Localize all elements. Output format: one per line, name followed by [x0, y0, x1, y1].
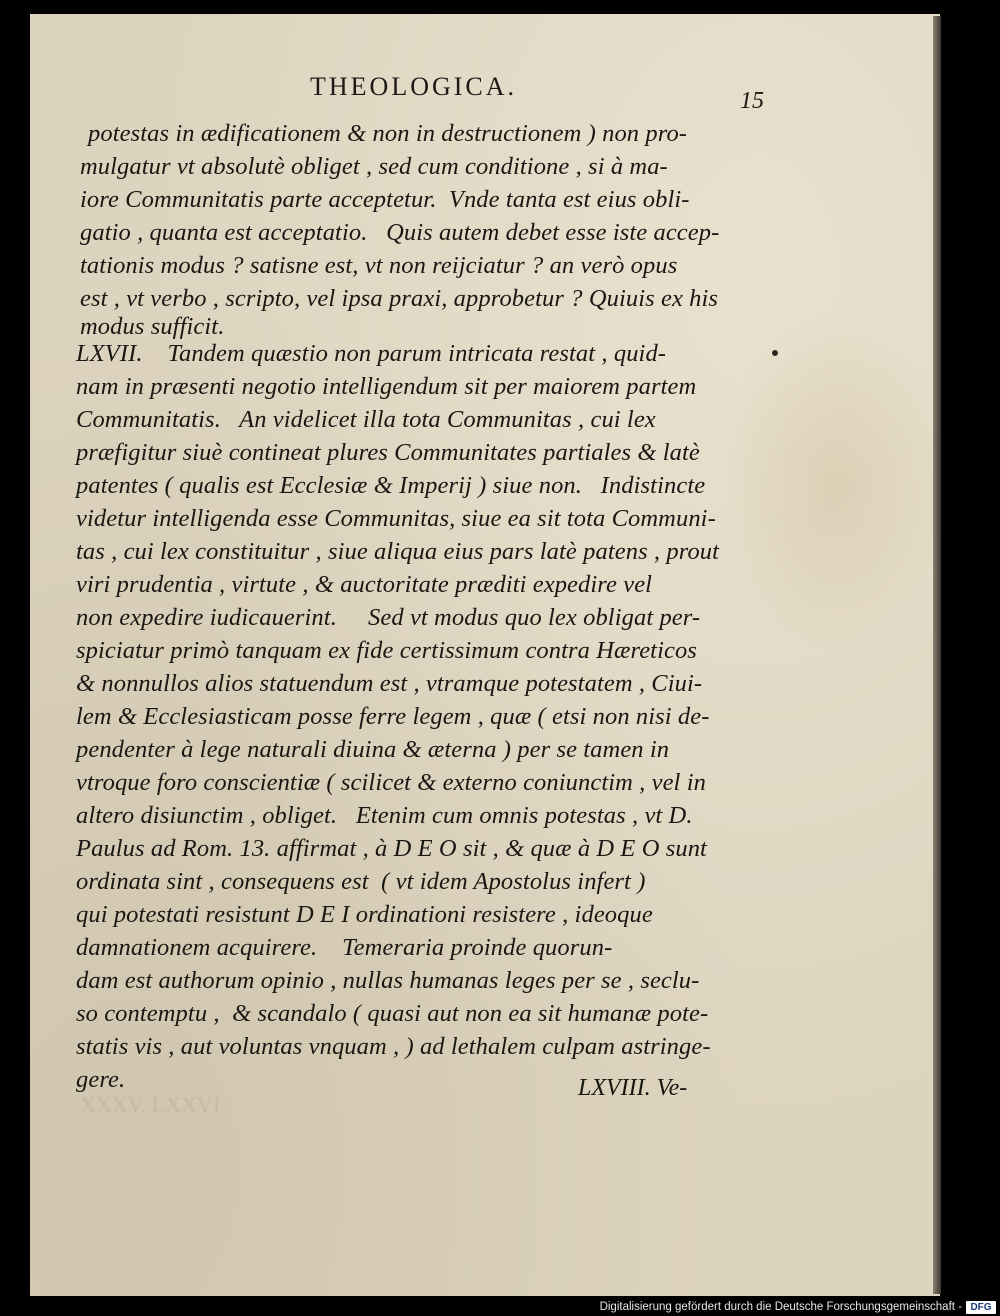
text-line: altero disiunctim , obliget. Etenim cum omnis potestas , vt D. — [76, 802, 693, 829]
text-line: patentes ( qualis est Ecclesiæ & Imperij ) siue non. Indistincte — [76, 472, 706, 499]
text-line: iore Communitatis parte acceptetur. Vnde tanta est eius obli- — [80, 186, 690, 213]
text-line: Communitatis. An videlicet illa tota Communitas , cui lex — [76, 406, 656, 433]
text-line: Paulus ad Rom. 13. affirmat , à D E O sit , & quæ à D E O sunt — [76, 835, 707, 862]
dfg-logo-icon: DFG — [966, 1301, 996, 1314]
text-line: statis vis , aut voluntas vnquam , ) ad lethalem culpam astringe- — [76, 1033, 711, 1060]
text-line: modus sufficit. — [80, 313, 225, 340]
text-line: qui potestati resistunt D E I ordinationi resistere , ideoque — [76, 901, 653, 928]
text-line: viri prudentia , virtute , & auctoritate præditi expedire vel — [76, 571, 653, 598]
text-line: potestas in ædificationem & non in destructionem ) non pro- — [88, 120, 688, 147]
text-line: gere. — [76, 1066, 126, 1093]
text-line: vtroque foro conscientiæ ( scilicet & externo coniunctim , vel in — [76, 769, 706, 796]
text-line: præfigitur siuè contineat plures Communitates partiales & latè — [76, 439, 700, 466]
text-line: est , vt verbo , scripto, vel ipsa praxi, approbetur ? Quiuis ex his — [80, 285, 719, 312]
text-line: nam in præsenti negotio intelligendum sit per maiorem partem — [76, 373, 697, 400]
digitization-footer — [600, 1298, 996, 1316]
page-edge-shadow — [933, 16, 941, 1294]
text-line: pendenter à lege naturali diuina & æterna ) per se tamen in — [76, 736, 670, 763]
footer-credit: Digitalisierung gefördert durch die Deutsche Forschungsgemeinschaft - — [599, 1301, 962, 1313]
text-line: damnationem acquirere. Temeraria proinde quorun- — [76, 934, 613, 961]
text-line: dam est authorum opinio , nullas humanas leges per se , seclu- — [76, 967, 700, 994]
text-line: & nonnullos alios statuendum est , vtramque potestatem , Ciui- — [76, 670, 703, 697]
catchword: LXVIII. Ve- — [578, 1075, 688, 1101]
text-line: mulgatur vt absolutè obliget , sed cum conditione , si à ma- — [80, 153, 668, 180]
paper-stain — [720, 314, 950, 654]
text-line: lem & Ecclesiasticam posse ferre legem , quæ ( etsi non nisi de- — [76, 703, 710, 730]
text-line: LXVII. Tandem quæstio non parum intricata restat , quid- — [76, 340, 667, 367]
text-line: ordinata sint , consequens est ( vt idem Apostolus infert ) — [76, 868, 646, 895]
text-line: videtur intelligenda esse Communitas, siue ea sit tota Communi- — [76, 505, 716, 532]
text-line: spiciatur primò tanquam ex fide certissimum contra Hæreticos — [76, 637, 697, 664]
text-line: tationis modus ? satisne est, vt non reijciatur ? an verò opus — [80, 252, 678, 279]
bleed-through-text: XXXV. LXXVI — [80, 1092, 221, 1117]
ink-dot — [772, 350, 778, 356]
running-head: THEOLOGICA. — [310, 72, 518, 101]
page-number: 15 — [740, 88, 764, 114]
text-line: so contemptu , & scandalo ( quasi aut non ea sit humanæ pote- — [76, 1000, 709, 1027]
text-line: tas , cui lex constituitur , siue aliqua eius pars latè patens , prout — [76, 538, 720, 565]
text-line: gatio , quanta est acceptatio. Quis autem debet esse iste accep- — [80, 219, 720, 246]
text-line: non expedire iudicauerint. Sed vt modus quo lex obligat per- — [76, 604, 701, 631]
